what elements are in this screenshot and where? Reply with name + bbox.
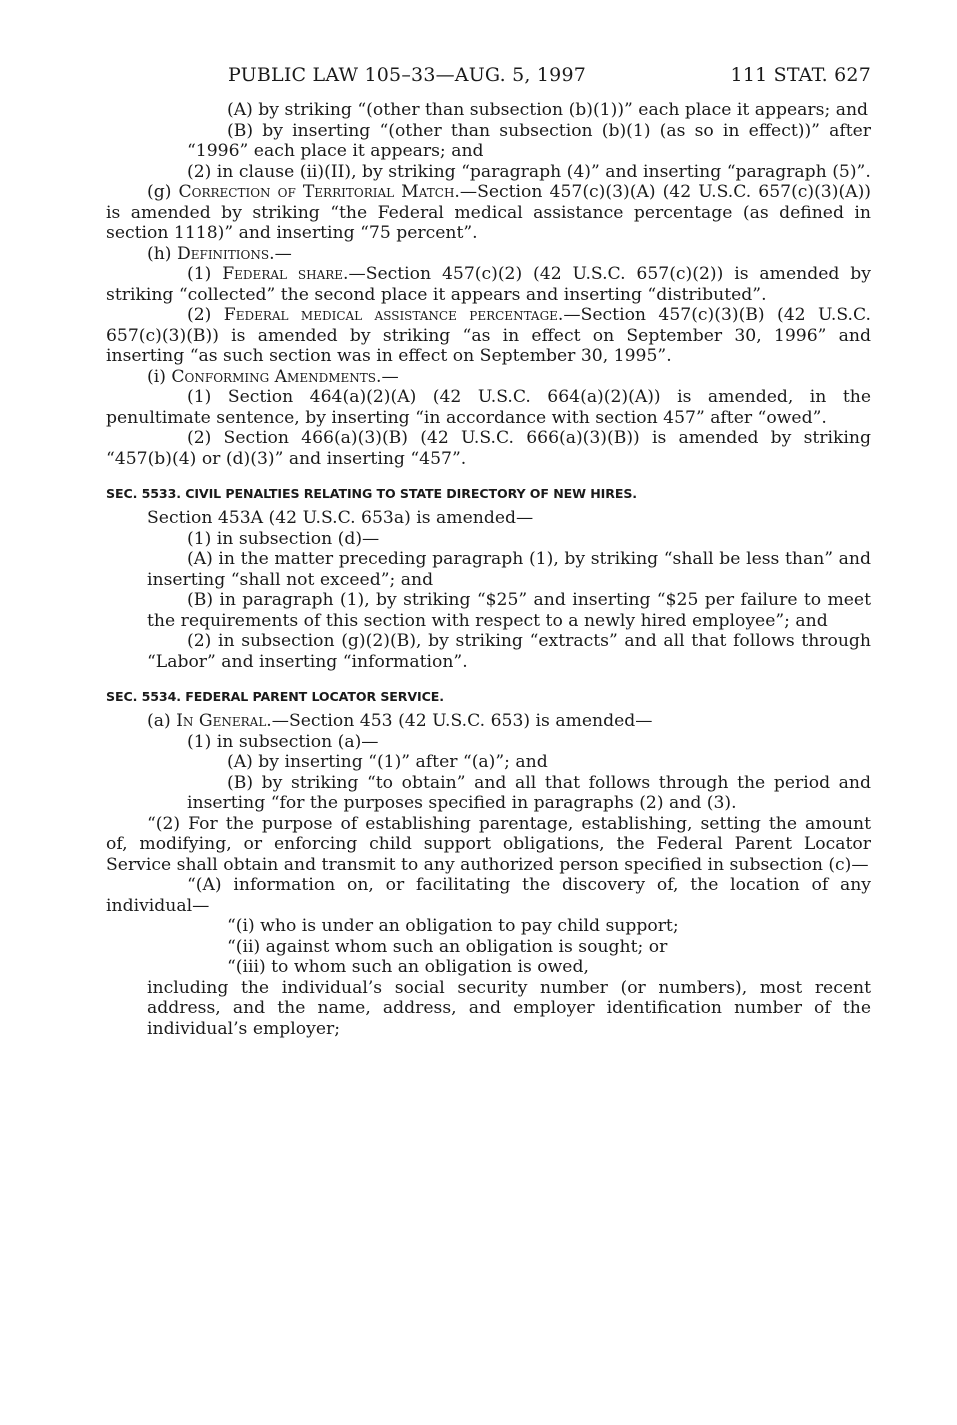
subsection-i	[106, 367, 871, 388]
paragraph	[106, 264, 871, 305]
paragraph: (B) in paragraph (1), by striking “$25” and inserting “$25 per failure to meet the requirements of this section with respect to a newly hired employee”; and	[147, 590, 871, 631]
subsection-number: (a)	[147, 711, 177, 731]
subsection-caption: In General.	[176, 711, 272, 731]
paragraph: (A) in the matter preceding paragraph (1), by striking “shall be less than” and inserting “shall not exceed”; and	[147, 549, 871, 590]
header-stat-page: 111 STAT. 627	[730, 64, 871, 86]
paragraph: including the individual’s social security number (or numbers), most recent address, and the name, address, and employer identification number of the individual’s employer;	[147, 977, 871, 1039]
paragraph: “(ii) against whom such an obligation is sought; or	[227, 936, 668, 957]
paragraph: “(i) who is under an obligation to pay child support;	[227, 916, 679, 936]
paragraph: (1) in subsection (a)—	[187, 731, 379, 752]
paragraph	[106, 305, 871, 367]
paragraph: “(2) For the purpose of establishing parentage, establishing, setting the amount of, modifying, or enforcing child support obligations, the Federal Parent Locator Service shall obtain and transmit to any authorized person specified in subsection (c)—	[106, 813, 871, 875]
paragraph: Section 453A (42 U.S.C. 653a) is amended—	[147, 508, 534, 528]
subsection-caption: Conforming Amendments.	[171, 366, 382, 387]
subsection-text: —	[381, 366, 399, 387]
paragraph: (B) by striking “to obtain” and all that follows through the period and inserting “for the purposes specified in paragraphs (2) and (3).	[187, 772, 871, 813]
subsection-caption: Definitions.	[176, 243, 275, 264]
subsection-text: —	[274, 243, 292, 264]
paragraph-text: —Section 457(c)(3)(B) (42 U.S.C. 657(c)(3)(B)) is amended by striking “as in effect on September 30, 1996” and inserting “as such section was in effect on September 30, 1995”.	[106, 305, 872, 366]
paragraph-number: (1)	[187, 264, 223, 284]
running-header	[228, 64, 871, 86]
subsection-caption: Correction of Territorial Match.	[178, 182, 460, 202]
subsection-number: (g)	[147, 182, 179, 202]
subsection-h	[106, 244, 871, 265]
paragraph: “(A) information on, or facilitating the discovery of, the location of any individual—	[106, 875, 871, 916]
paragraph: “(iii) to whom such an obligation is owed,	[227, 957, 589, 977]
section-heading-5534: SEC. 5534. FEDERAL PARENT LOCATOR SERVICE.	[106, 689, 444, 704]
subsection-text: —Section 457(c)(3)(A) (42 U.S.C. 657(c)(3)(A)) is amended by striking “the Federal medical assistance percentage (as defined in section 1118)” and inserting “75 percent”.	[106, 182, 871, 243]
paragraph-caption: Federal medical assistance percentage.	[223, 305, 564, 325]
paragraph-text: —Section 457(c)(2) (42 U.S.C. 657(c)(2)) is amended by striking “collected” the second place it appears and inserting “distributed”.	[106, 264, 871, 305]
paragraph: (B) by inserting “(other than subsection (b)(1) (as so in effect))” after “1996” each place it appears; and	[187, 120, 871, 161]
paragraph: (1) in subsection (d)—	[187, 528, 380, 549]
subsection-text: —Section 453 (42 U.S.C. 653) is amended—	[271, 711, 653, 731]
subsection-a	[106, 711, 871, 732]
paragraph: (2) Section 466(a)(3)(B) (42 U.S.C. 666(a)(3)(B)) is amended by striking “457(b)(4) or (d)(3)” and inserting “457”.	[106, 428, 871, 469]
paragraph: (2) in clause (ii)(II), by striking “paragraph (4)” and inserting “paragraph (5)”.	[187, 161, 871, 182]
header-citation: PUBLIC LAW 105–33—AUG. 5, 1997	[228, 64, 587, 86]
paragraph-caption: Federal share.	[222, 264, 349, 284]
paragraph-number: (2)	[187, 305, 224, 325]
subsection-number: (h)	[147, 243, 177, 264]
subsection-number: (i)	[147, 366, 172, 387]
paragraph: (1) Section 464(a)(2)(A) (42 U.S.C. 664(a)(2)(A)) is amended, in the penultimate sentence, by inserting “in accordance with section 457” after “owed”.	[106, 387, 871, 428]
subsection-g	[106, 182, 871, 244]
paragraph: (A) by inserting “(1)” after “(a)”; and	[227, 752, 548, 772]
paragraph: (2) in subsection (g)(2)(B), by striking “extracts” and all that follows through “Labor” and inserting “information”.	[147, 631, 871, 672]
paragraph: (A) by striking “(other than subsection (b)(1))” each place it appears; and	[227, 100, 869, 120]
section-heading-5533: SEC. 5533. CIVIL PENALTIES RELATING TO STATE DIRECTORY OF NEW HIRES.	[106, 486, 637, 501]
